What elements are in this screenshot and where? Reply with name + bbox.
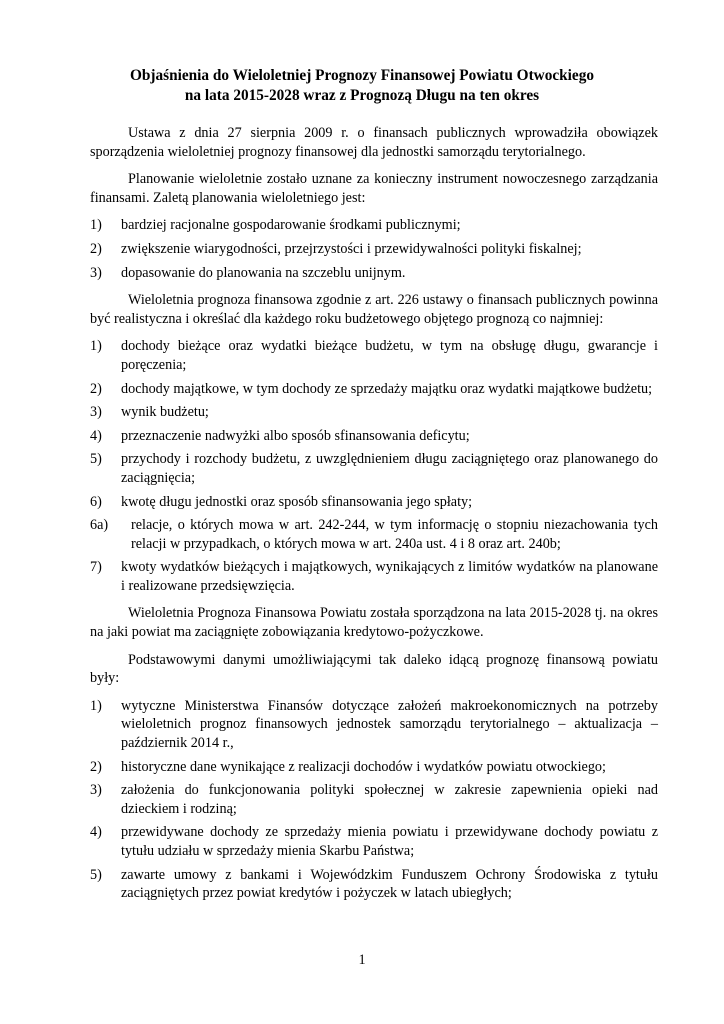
list-item: 4) przewidywane dochody ze sprzedaży mienia powiatu i przewidywane dochody powiatu z tytułu udziału w sprzedaży mienia Skarbu Państwa; [90, 824, 658, 859]
document-body [90, 124, 658, 912]
basis-paragraph: Podstawowymi danymi umożliwiającymi tak daleko idącą prognozę finansową powiatu były: [90, 651, 658, 687]
list-item: 3) wynik budżetu; [90, 404, 209, 421]
list-item: 2) zwiększenie wiarygodności, przejrzystości i przewidywalności polityki fiskalnej; [90, 240, 582, 257]
list-item: 6a) relacje, o których mowa w art. 242-244, w tym informację o stopniu niezachowania tych relacji w przypadkach, o których mowa w art. 240a ust. 4 i 8 oraz art. 240b; [90, 517, 658, 552]
list-item: 1) bardziej racjonalne gospodarowanie środkami publicznymi; [90, 217, 461, 234]
title-line-1: Objaśnienia do Wieloletniej Prognozy Finansowej Powiatu Otwockiego [129, 67, 594, 84]
period-paragraph: Wieloletnia Prognoza Finansowa Powiatu została sporządzona na lata 2015-2028 tj. na okres na jaki powiat ma zaciągnięte zobowiązania kredytowo-pożyczkowe. [90, 605, 658, 641]
planning-paragraph: Planowanie wieloletnie zostało uznane za konieczny instrument nowoczesnego zarządzania finansami. Zaletą planowania wieloletniego jest: [90, 171, 658, 206]
basis-list [90, 697, 658, 903]
list-item: 3) dopasowanie do planowania na szczeblu unijnym. [90, 264, 406, 281]
list-item: 4) przeznaczenie nadwyżki albo sposób sfinansowania deficytu; [90, 427, 470, 444]
forecast-list [90, 337, 658, 595]
planning-list [90, 216, 658, 282]
list-item: 7) kwoty wydatków bieżących i majątkowych, wynikających z limitów wydatków na planowane i realizowane przedsięwzięcia. [90, 559, 658, 594]
list-item: 3) założenia do funkcjonowania polityki społecznej w zakresie zapewnienia opieki nad dzieckiem i rodziną; [90, 782, 658, 817]
list-item: 1) dochody bieżące oraz wydatki bieżące budżetu, w tym na obsługę długu, gwarancje i poręczenia; [90, 338, 658, 373]
list-item: 1) wytyczne Ministerstwa Finansów dotyczące założeń makroekonomicznych na potrzeby wieloletnich prognoz finansowych jednostek samorządu terytorialnego – aktualizacja – październik 2014 r., [90, 697, 658, 752]
page-number: 1 [358, 952, 366, 968]
list-item: 5) przychody i rozchody budżetu, z uwzględnieniem długu zaciągniętego oraz planowanego do zaciągnięcia; [90, 451, 658, 486]
intro-paragraph: Ustawa z dnia 27 sierpnia 2009 r. o finansach publicznych wprowadziła obowiązek sporządzenia wieloletniej prognozy finansowej dla jednostki samorządu terytorialnego. [90, 125, 658, 160]
list-item: 6) kwotę długu jednostki oraz sposób sfinansowania jego spłaty; [90, 493, 473, 510]
title-line-2: na lata 2015-2028 wraz z Prognozą Długu na ten okres [184, 87, 540, 104]
list-item: 5) zawarte umowy z bankami i Wojewódzkim Funduszem Ochrony Środowiska z tytułu zaciągniętych przez powiat kredytów i pożyczek w latach ubiegłych; [90, 866, 658, 902]
list-item: 2) historyczne dane wynikające z realizacji dochodów i wydatków powiatu otwockiego; [90, 758, 606, 775]
forecast-paragraph: Wieloletnia prognoza finansowa zgodnie z art. 226 ustawy o finansach publicznych powinna być realistyczna i określać dla każdego roku budżetowego objętego prognozą co najmniej: [90, 292, 658, 327]
list-item: 2) dochody majątkowe, w tym dochody ze sprzedaży majątku oraz wydatki majątkowe budżetu; [90, 380, 653, 397]
page-title [60, 66, 664, 106]
